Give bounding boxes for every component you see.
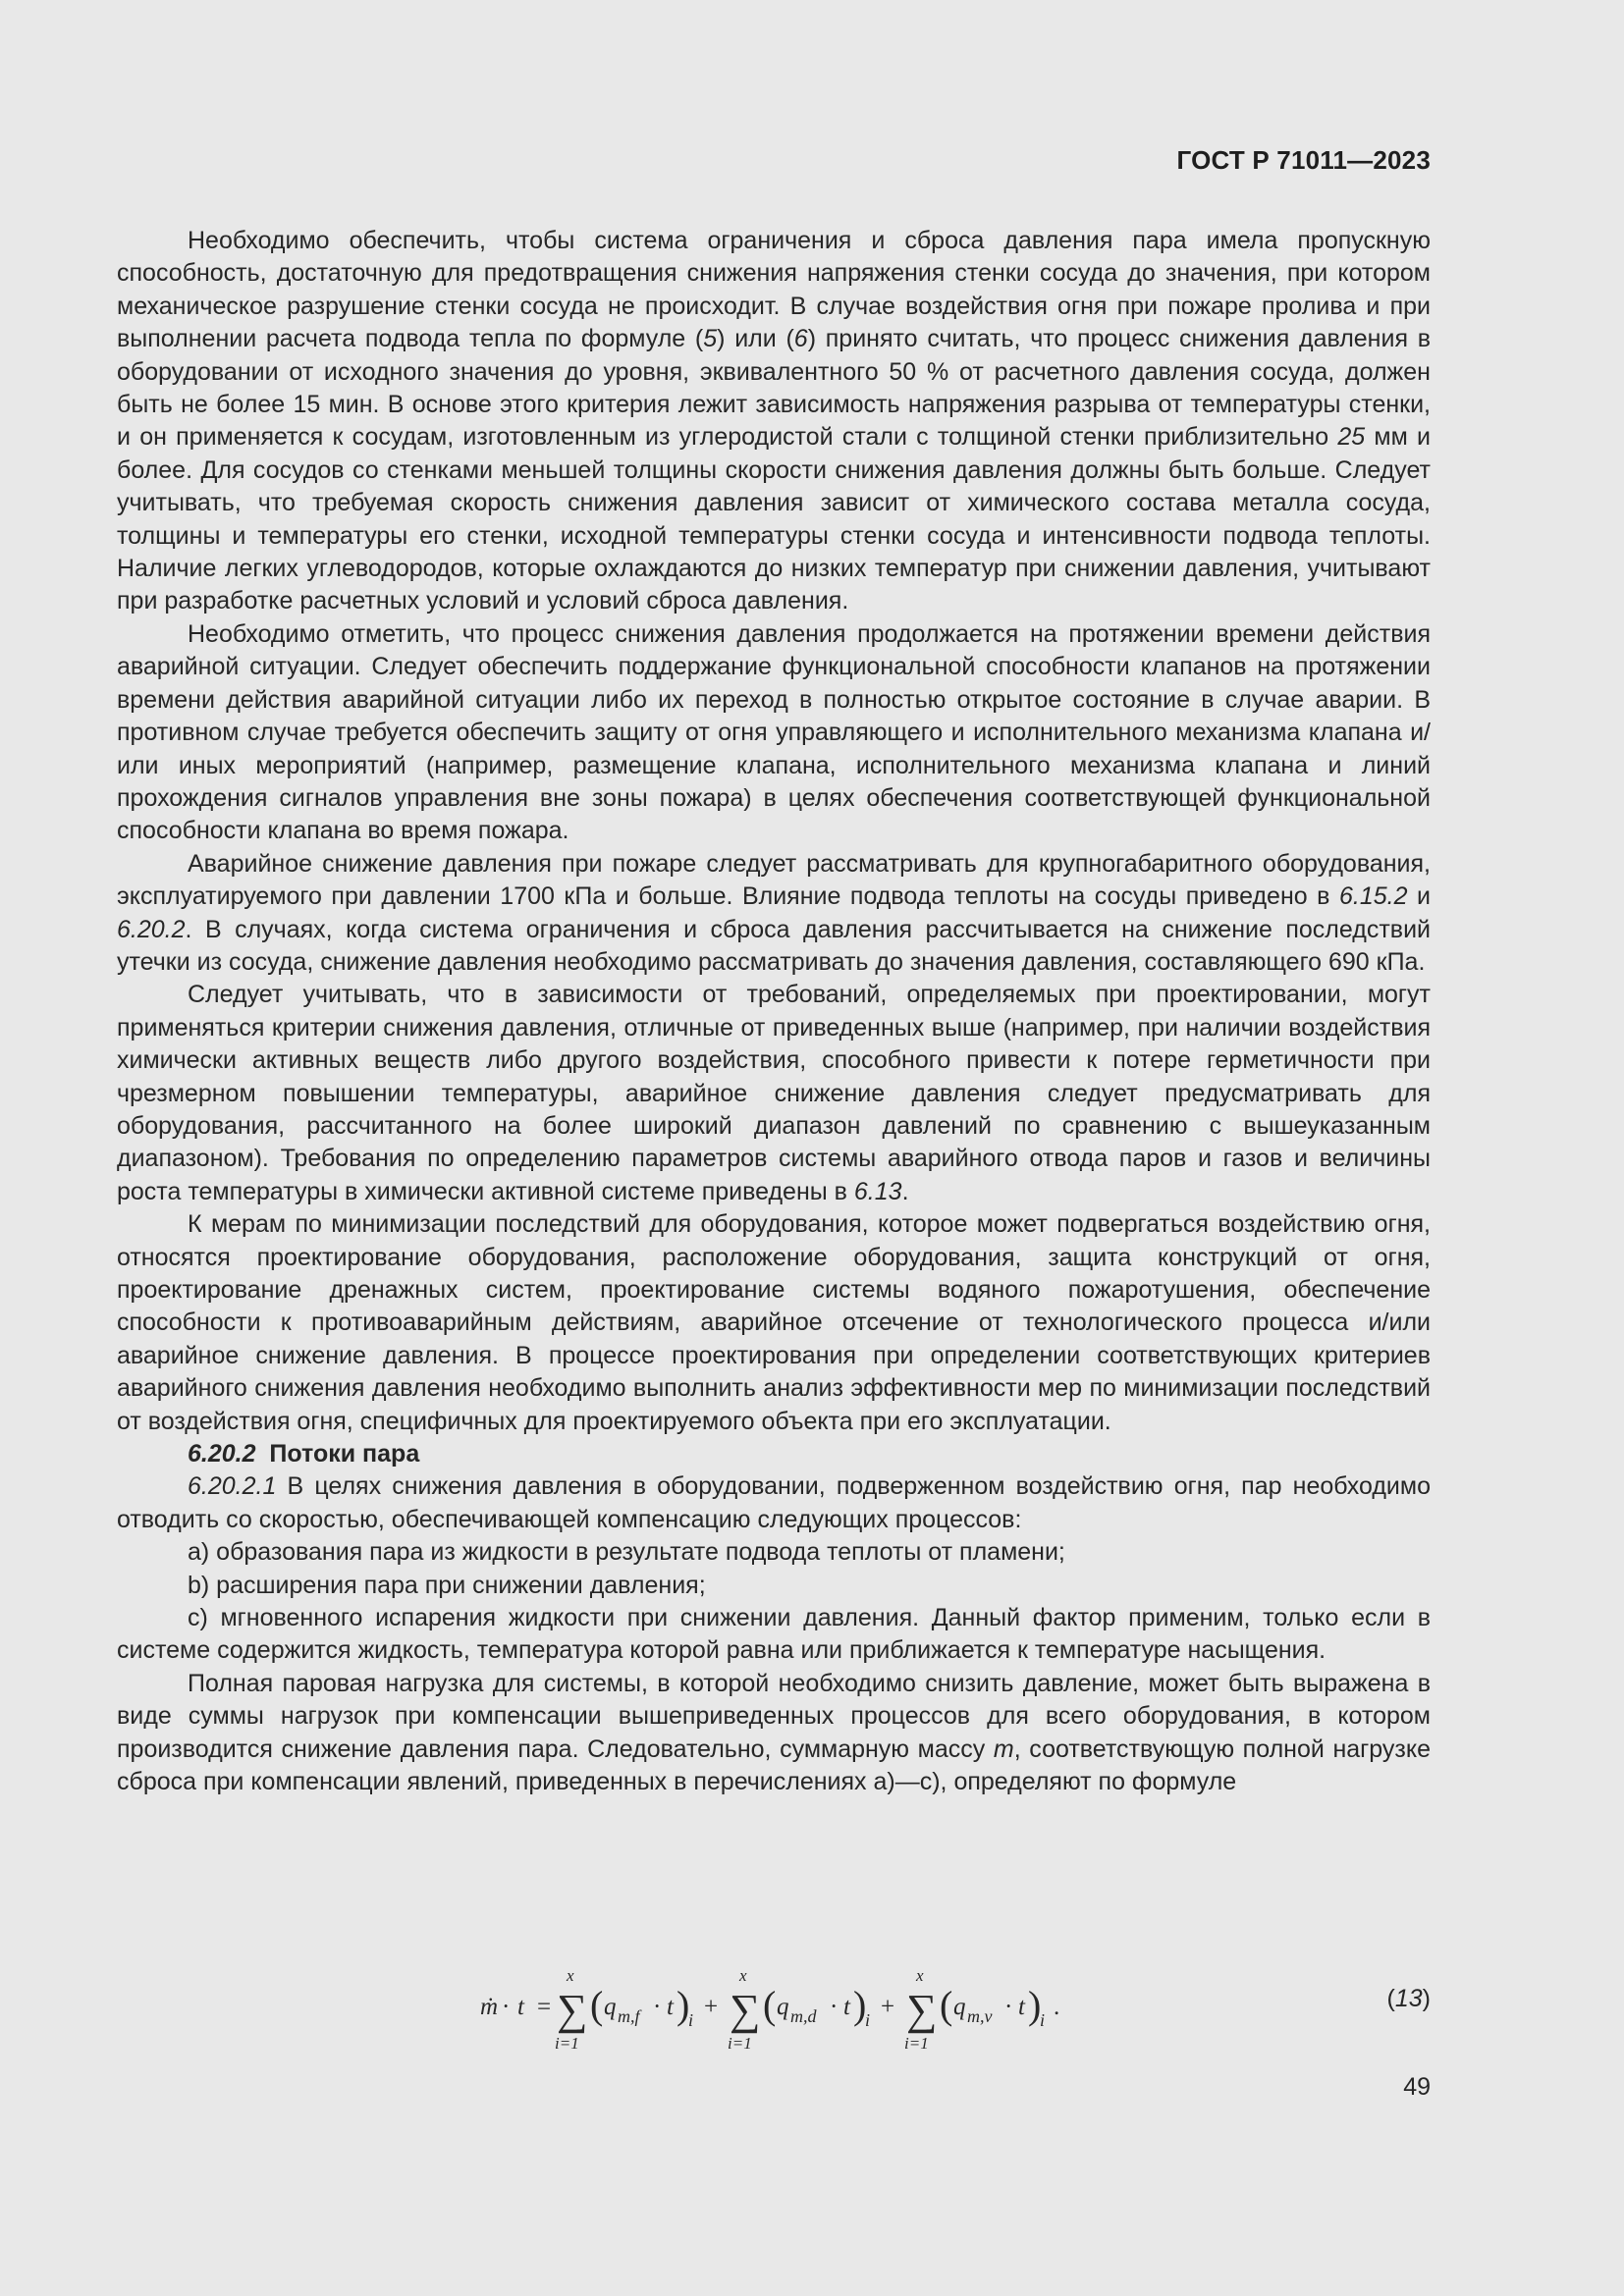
paragraph: Необходимо отметить, что процесс снижения давления продолжается на протяжении времени действия аварийной ситуации. Следует обеспечить поддержание функциональной способности клапанов на протяжении времени действия аварийной ситуации либо их переход в полностью открытое состояние в случае аварии. В противном случае требуется обеспечить защиту от огня управляющего и исполнительного механизма клапана и/или иных мероприятий (например, размещение клапана, исполнительного механизма клапана и линий прохождения сигналов управления вне зоны пожара) в целях обеспечения соответствующей функциональной способности клапана во время пожара. bbox=[117, 619, 1431, 845]
paragraph: Следует учитывать, что в зависимости от требований, определяемых при проектировании, могут применяться критерии снижения давления, отличные от приведенных выше (например, при наличии воздействия химически активных веществ либо другого воздействия, способного привести к потере герметичности при чрезмерном повышении температуры, аварийное снижение давления следует предусматривать для оборудования, рассчитанного на более широкий диапазон давлений по сравнению с вышеуказанным диапазоном). Требования по определению параметров системы аварийного отвода паров и газов и величины роста температуры в химически активной системе приведены в 6.13. bbox=[117, 981, 1431, 1205]
formula-idx: i bbox=[688, 2010, 694, 2030]
paren: ( bbox=[940, 1983, 953, 2027]
sum-upper: x bbox=[567, 1966, 574, 1985]
page-number: 49 bbox=[1403, 2073, 1431, 2101]
formula-q: q bbox=[953, 1994, 966, 2020]
formula-q: q bbox=[777, 1994, 789, 2020]
formula-t: t bbox=[517, 1994, 524, 2020]
formula-plus: + bbox=[704, 1994, 719, 2020]
document-body bbox=[117, 225, 1431, 1799]
list-item: a) образования пара из жидкости в результате подвода теплоты от пламени; bbox=[188, 1538, 1065, 1567]
formula-q-sub: m,f bbox=[618, 2006, 640, 2026]
formula-equals: = bbox=[537, 1994, 552, 2020]
paren: ) bbox=[1028, 1983, 1042, 2027]
sum-upper: x bbox=[916, 1966, 924, 1985]
formula-dot: · bbox=[830, 1994, 839, 2020]
sum-sign: ∑ bbox=[730, 1986, 761, 2034]
section-heading: 6.20.2 Потоки пара bbox=[188, 1440, 420, 1468]
sum-lower: i=1 bbox=[555, 2034, 579, 2053]
formula-lhs-mass-rate: ṁ bbox=[480, 1994, 499, 2020]
paragraph: 6.20.2.1 В целях снижения давления в оборудовании, подверженном воздействию огня, пар необходимо отводить со скоростью, обеспечивающей компенсацию следующих процессов: bbox=[117, 1472, 1431, 1533]
equation-number-value: 13 bbox=[1394, 1985, 1423, 2012]
formula-end: . bbox=[1054, 1994, 1060, 2020]
formula-dot: · bbox=[653, 1994, 662, 2020]
formula-q-sub: m,d bbox=[790, 2006, 817, 2026]
formula-idx: i bbox=[865, 2010, 871, 2030]
paren: ( bbox=[590, 1983, 604, 2027]
formula-q-sub: m,v bbox=[967, 2006, 993, 2026]
paragraph: Аварийное снижение давления при пожаре следует рассматривать для крупногабаритного оборудования, эксплуатируемого при давлении 1700 кПа и больше. Влияние подвода теплоты на сосуды приведено в 6.15.2 и 6.20.2. В случаях, когда система ограничения и сброса давления рассчитывается на снижение последствий утечки из сосуда, снижение давления необходимо рассматривать до значения давления, составляющего 690 кПа. bbox=[117, 849, 1432, 976]
document-header: ГОСТ Р 71011—2023 bbox=[1176, 145, 1431, 175]
list-item: b) расширения пара при снижении давления; bbox=[188, 1571, 706, 1599]
list-item: c) мгновенного испарения жидкости при снижении давления. Данный фактор применим, только если в системе содержится жидкость, температура которой равна или приближается к температуре насыщения. bbox=[117, 1604, 1431, 1665]
sum-sign: ∑ bbox=[906, 1986, 938, 2034]
formula-dot: · bbox=[502, 1994, 511, 2020]
paragraph: Необходимо обеспечить, чтобы система ограничения и сброса давления пара имела пропускную способность, достаточную для предотвращения снижения напряжения стенки сосуда до значения, при котором механическое разрушение стенки сосуда не происходит. В случае воздействия огня при пожаре пролива и при выполнении расчета подвода тепла по формуле (5) или (6) принято считать, что процесс снижения давления в оборудовании от исходного значения до уровня, эквивалентного 50 % от расчетного давления сосуда, должен быть не более 15 мин. В основе этого критерия лежит зависимость напряжения разрыва от температуры стенки, и он применяется к сосудам, изготовленным из углеродистой стали с толщиной стенки приблизительно 25 мм и более. Для сосудов со стенками меньшей толщины скорости снижения давления должны быть больше. Следует учитывать, что требуемая скорость снижения давления зависит от химического состава металла сосуда, толщины и температуры его стенки, исходной температуры стенки сосуда и интенсивности подвода теплоты. Наличие легких углеводородов, которые охлаждаются до низких температур при снижении давления, учитывают при разработке расчетных условий и условий сброса давления. bbox=[117, 227, 1432, 615]
formula-t: t bbox=[1018, 1994, 1025, 2020]
formula-t: t bbox=[843, 1994, 850, 2020]
formula-q: q bbox=[604, 1994, 617, 2020]
paren: ( bbox=[763, 1983, 777, 2027]
sum-upper: x bbox=[739, 1966, 747, 1985]
formula-expression bbox=[480, 1963, 1187, 2061]
formula bbox=[117, 1963, 1431, 2061]
formula-idx: i bbox=[1040, 2010, 1046, 2030]
paren: ) bbox=[853, 1983, 867, 2027]
formula-t: t bbox=[667, 1994, 674, 2020]
sum-lower: i=1 bbox=[904, 2034, 929, 2053]
paren: ) bbox=[677, 1983, 690, 2027]
formula-dot: · bbox=[1004, 1994, 1013, 2020]
sum-lower: i=1 bbox=[728, 2034, 752, 2053]
formula-plus: + bbox=[881, 1994, 895, 2020]
paragraph: Полная паровая нагрузка для системы, в которой необходимо снизить давление, может быть выражена в виде суммы нагрузок при компенсации вышеприведенных процессов для всего оборудования, в котором производится снижение давления пара. Следовательно, суммарную массу m, соответствующую полной нагрузке сброса при компенсации явлений, приведенных в перечислениях а)—с), определяют по формуле bbox=[117, 1669, 1431, 1796]
sum-sign: ∑ bbox=[557, 1986, 588, 2034]
paragraph: К мерам по минимизации последствий для оборудования, которое может подвергаться воздействию огня, относятся проектирование оборудования, расположение оборудования, защита конструкций от огня, проектирование дренажных систем, проектирование системы водяного пожаротушения, обеспечение способности к противоаварийным действиям, аварийное отсечение от технологического процесса и/или аварийное снижение давления. В процессе проектирования при определении соответствующих критериев аварийного снижения давления необходимо выполнить анализ эффективности мер по минимизации последствий от воздействия огня, специфичных для проектируемого объекта при его эксплуатации. bbox=[117, 1210, 1431, 1435]
equation-number: (13) bbox=[1386, 1985, 1431, 2012]
